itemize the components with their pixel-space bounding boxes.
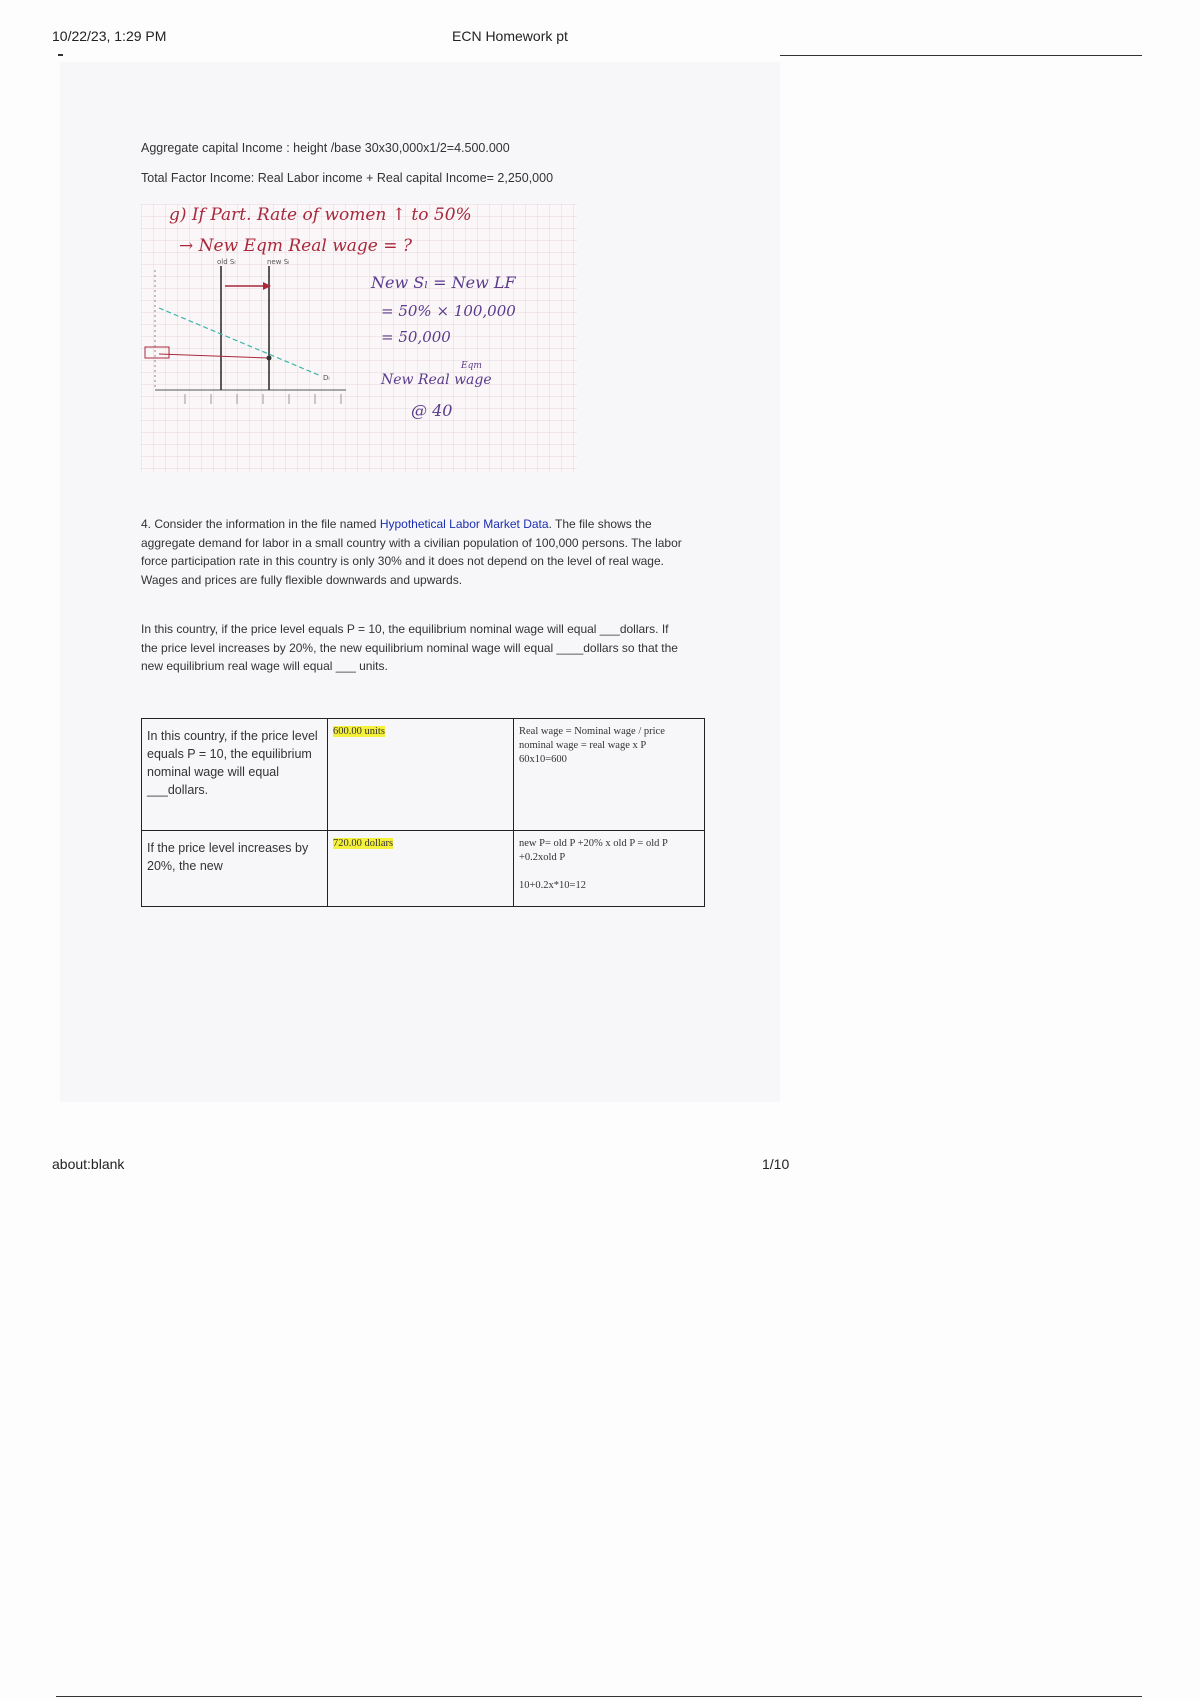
note-calc-3: = 50,000 [381, 328, 451, 346]
print-header [52, 28, 1142, 52]
question-cell: In this country, if the price level equals P = 10, the equilibrium nominal wage will equal ___dollars. [142, 719, 328, 831]
highlighted-answer: 600.00 units [333, 726, 385, 737]
note-line-1: g) If Part. Rate of women ↑ to 50% [169, 205, 472, 225]
work-line: Real wage = Nominal wage / price [519, 726, 665, 737]
header-mark [58, 54, 63, 56]
work-line: new P= old P +20% x old P = old P +0.2xold P [519, 838, 668, 863]
labor-market-sketch [145, 258, 346, 404]
page-number: 1/10 [762, 1156, 790, 1172]
demand-label: Dₗ [323, 374, 330, 382]
work-cell [514, 719, 705, 831]
note-result-1: New Real wage [381, 372, 492, 388]
note-result-2: @ 40 [411, 401, 453, 420]
old-supply-label: old Sₗ [217, 258, 236, 266]
print-timestamp: 10/22/23, 1:29 PM [52, 28, 167, 44]
work-line: 60x10=600 [519, 754, 567, 765]
answer-cell [328, 831, 514, 907]
document-title: ECN Homework pt [452, 28, 568, 44]
bottom-rule [56, 1696, 1142, 1697]
note-result-sup: Eqm [461, 361, 482, 371]
question-4-prompt: In this country, if the price level equals P = 10, the equilibrium nominal wage will equal ___dollars. If the price level increases by 20%, the new equilibrium nominal wage will equal ____dollars so that the new equilibrium real wage will equal ___ units. [141, 622, 678, 673]
total-factor-line: Total Factor Income: Real Labor income + Real capital Income= 2,250,000 [141, 171, 554, 185]
table-row [142, 831, 705, 907]
note-calc-1: New Sₗ = New LF [371, 273, 516, 292]
question-4-paragraph [141, 515, 686, 589]
new-supply-label: new Sₗ [267, 258, 290, 266]
note-calc-2: = 50% × 100,000 [381, 302, 516, 320]
question-4-rest: . The file shows the aggregate demand for labor in a small country with a civilian population of 100,000 persons. The labor force participation rate in this country is only 30% and it does not depend on the level of real wage. Wages and prices are fully flexible downwards and upwards. [141, 517, 682, 587]
answer-cell [328, 719, 514, 831]
question-4-intro: 4. Consider the information in the file named [141, 517, 380, 531]
footer-url: about:blank [52, 1156, 125, 1172]
answer-table [141, 718, 705, 907]
note-line-2: → New Eqm Real wage = ? [179, 236, 412, 256]
table-row [142, 719, 705, 831]
work-cell [514, 831, 705, 907]
handwritten-notes [141, 204, 577, 472]
handwritten-notes-drawing [141, 204, 577, 472]
highlighted-answer: 720.00 dollars [333, 838, 394, 849]
work-line: nominal wage = real wage x P [519, 740, 647, 751]
hypothetical-labor-market-data-link[interactable]: Hypothetical Labor Market Data [379, 517, 549, 531]
aggregate-capital-line: Aggregate capital Income : height /base 30x30,000x1/2=4.500.000 [141, 141, 510, 155]
work-line: 10+0.2x*10=12 [519, 880, 586, 891]
header-rule [780, 55, 1142, 56]
question-cell: If the price level increases by 20%, the new [142, 831, 328, 907]
